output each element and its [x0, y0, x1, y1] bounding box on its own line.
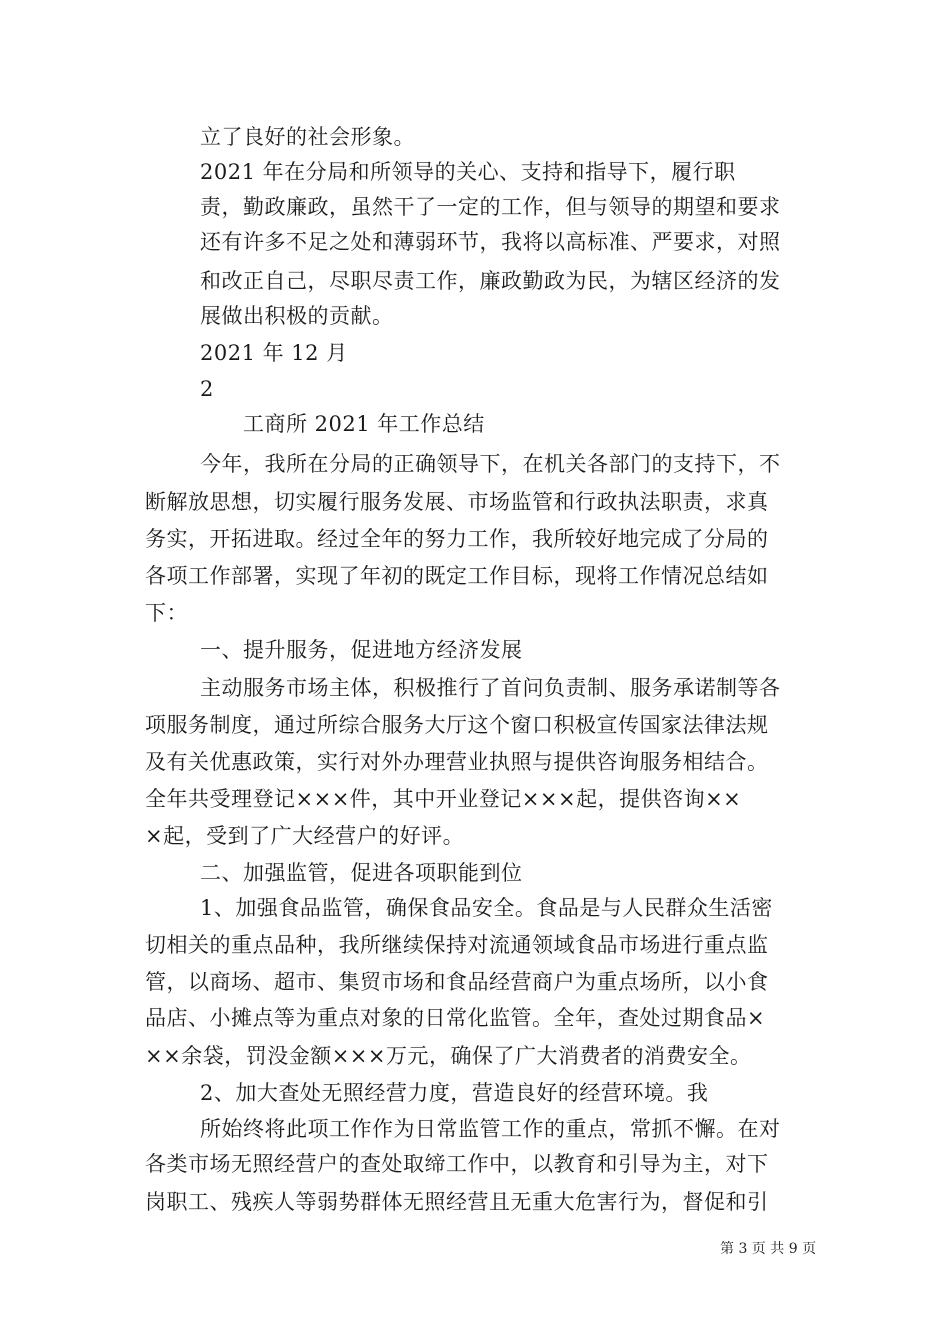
text-line: ×起，受到了广大经营户的好评。	[145, 824, 465, 848]
text-line: 品店、小摊点等为重点对象的日常化监管。全年，查处过期食品×	[145, 1006, 766, 1030]
text-line: ××余袋，罚没金额×××万元，确保了广大消费者的消费安全。	[145, 1044, 752, 1068]
text-line: 还有许多不足之处和薄弱环节，我将以高标准、严要求，对照	[200, 230, 781, 254]
heading-line: 一、提升服务，促进地方经济发展	[200, 638, 523, 662]
text-line: 断解放思想，切实履行服务发展、市场监管和行政执法职责，求真	[145, 490, 769, 514]
text-line: 所始终将此项工作作为日常监管工作的重点，常抓不懈。在对	[200, 1117, 781, 1141]
text-line: 立了良好的社会形象。	[200, 125, 415, 149]
text-line: 务实，开拓进取。经过全年的努力工作，我所较好地完成了分局的	[145, 527, 769, 551]
page-number-marker: 2	[200, 377, 214, 401]
text-line: 和改正自己，尽职尽责工作，廉政勤政为民，为辖区经济的发	[200, 269, 781, 293]
date-line: 2021 年 12 月	[200, 341, 348, 365]
text-line: 今年，我所在分局的正确领导下，在机关各部门的支持下，不	[200, 452, 781, 476]
text-line: 下：	[145, 601, 188, 625]
text-line: 各类市场无照经营户的查处取缔工作中，以教育和引导为主，对下	[145, 1152, 769, 1176]
text-line: 管，以商场、超市、集贸市场和食品经营商户为重点场所，以小食	[145, 970, 769, 994]
text-line: 岗职工、残疾人等弱势群体无照经营且无重大危害行为，督促和引	[145, 1190, 769, 1214]
text-line: 各项工作部署，实现了年初的既定工作目标，现将工作情况总结如	[145, 564, 769, 588]
section-title: 工商所 2021 年工作总结	[243, 412, 485, 436]
text-line: 及有关优惠政策，实行对外办理营业执照与提供咨询服务相结合。	[145, 750, 769, 774]
text-line: 2、加大查处无照经营力度，营造良好的经营环境。我	[200, 1081, 709, 1105]
text-line: 责，勤政廉政，虽然干了一定的工作，但与领导的期望和要求	[200, 195, 781, 219]
heading-line: 二、加强监管，促进各项职能到位	[200, 861, 523, 885]
text-line: 1、加强食品监管，确保食品安全。食品是与人民群众生活密	[200, 896, 773, 920]
text-line: 2021 年在分局和所领导的关心、支持和指导下，履行职	[200, 160, 736, 184]
text-line: 切相关的重点品种，我所继续保持对流通领域食品市场进行重点监	[145, 933, 769, 957]
text-line: 全年共受理登记×××件，其中开业登记×××起，提供咨询××	[145, 787, 742, 811]
page-footer: 第 3 页 共 9 页	[720, 1241, 817, 1257]
text-line: 展做出积极的贡献。	[200, 304, 394, 328]
text-line: 项服务制度，通过所综合服务大厅这个窗口积极宣传国家法律法规	[145, 713, 769, 737]
text-line: 主动服务市场主体，积极推行了首问负责制、服务承诺制等各	[200, 676, 781, 700]
